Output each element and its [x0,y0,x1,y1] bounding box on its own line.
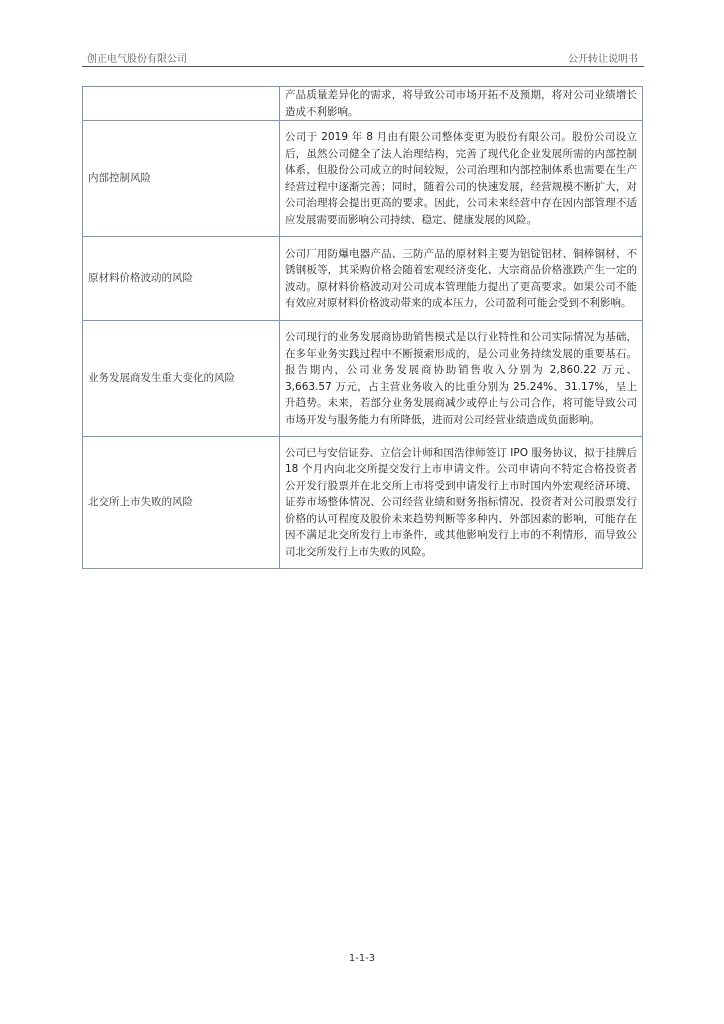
risk-name-cell [83,87,280,121]
risk-name-cell: 内部控制风险 [83,121,280,237]
header-divider [82,66,644,67]
risk-description-cell: 公司已与安信证券、立信会计师和国浩律师签订 IPO 服务协议，拟于挂牌后 18 个月内向北交所提交发行上市申请文件。公司申请向不特定合格投资者公开发行股票并在北交所上市将受到申请发行上市时国内外宏观经济环境、证券市场整体情况、公司经营业绩和财务指标情况、投资者对公司股票发行价格的认可程度及股价未来趋势判断等多种内、外部因素的影响，可能存在因不满足北交所发行上市条件，或其他影响发行上市的不利情形，而导致公司北交所发行上市失败的风险。 [280,437,643,569]
risk-table [82,86,643,569]
document-type: 公开转让说明书 [568,54,638,65]
risk-description-cell: 公司厂用防爆电器产品、三防产品的原材料主要为铝锭铝材、铜棒铜材、不锈钢板等，其采购价格会随着宏观经济变化、大宗商品价格涨跌产生一定的波动。原材料价格波动对公司成本管理能力提出了更高要求。如果公司不能有效应对原材料价格波动带来的成本压力，公司盈利可能会受到不利影响。 [280,237,643,321]
table-row [83,437,643,569]
risk-description-cell: 公司现行的业务发展商协助销售模式是以行业特性和公司实际情况为基础，在多年业务实践过程中不断摸索形成的，是公司业务持续发展的重要基石。报告期内，公司业务发展商协助销售收入分别为 2,860.22 万元、3,663.57 万元，占主营业务收入的比重分别为 25.24%、31.17%，呈上升趋势。未来，若部分业务发展商减少或停止与公司合作，将可能导致公司市场开发与服务能力有所降低，进而对公司经营业绩造成负面影响。 [280,321,643,437]
page-number: 1-1-3 [348,953,376,964]
risk-name-cell: 原材料价格波动的风险 [83,237,280,321]
company-name: 创正电气股份有限公司 [87,54,187,65]
page-header [82,46,644,66]
risk-name-cell: 业务发展商发生重大变化的风险 [83,321,280,437]
table-row [83,321,643,437]
risk-description-cell: 公司于 2019 年 8 月由有限公司整体变更为股份有限公司。股份公司设立后，虽然公司健全了法人治理结构，完善了现代化企业发展所需的内部控制体系，但股份公司成立的时间较短，公司治理和内部控制体系也需要在生产经营过程中逐渐完善；同时，随着公司的快速发展，经营规模不断扩大，对公司治理将会提出更高的要求。因此，公司未来经营中存在因内部管理不适应发展需要而影响公司持续、稳定、健康发展的风险。 [280,121,643,237]
risk-name-cell: 北交所上市失败的风险 [83,437,280,569]
table-row [83,237,643,321]
risk-description-cell: 产品质量差异化的需求，将导致公司市场开拓不及预期，将对公司业绩增长造成不利影响。 [280,87,643,121]
table-row [83,121,643,237]
table-row [83,87,643,121]
